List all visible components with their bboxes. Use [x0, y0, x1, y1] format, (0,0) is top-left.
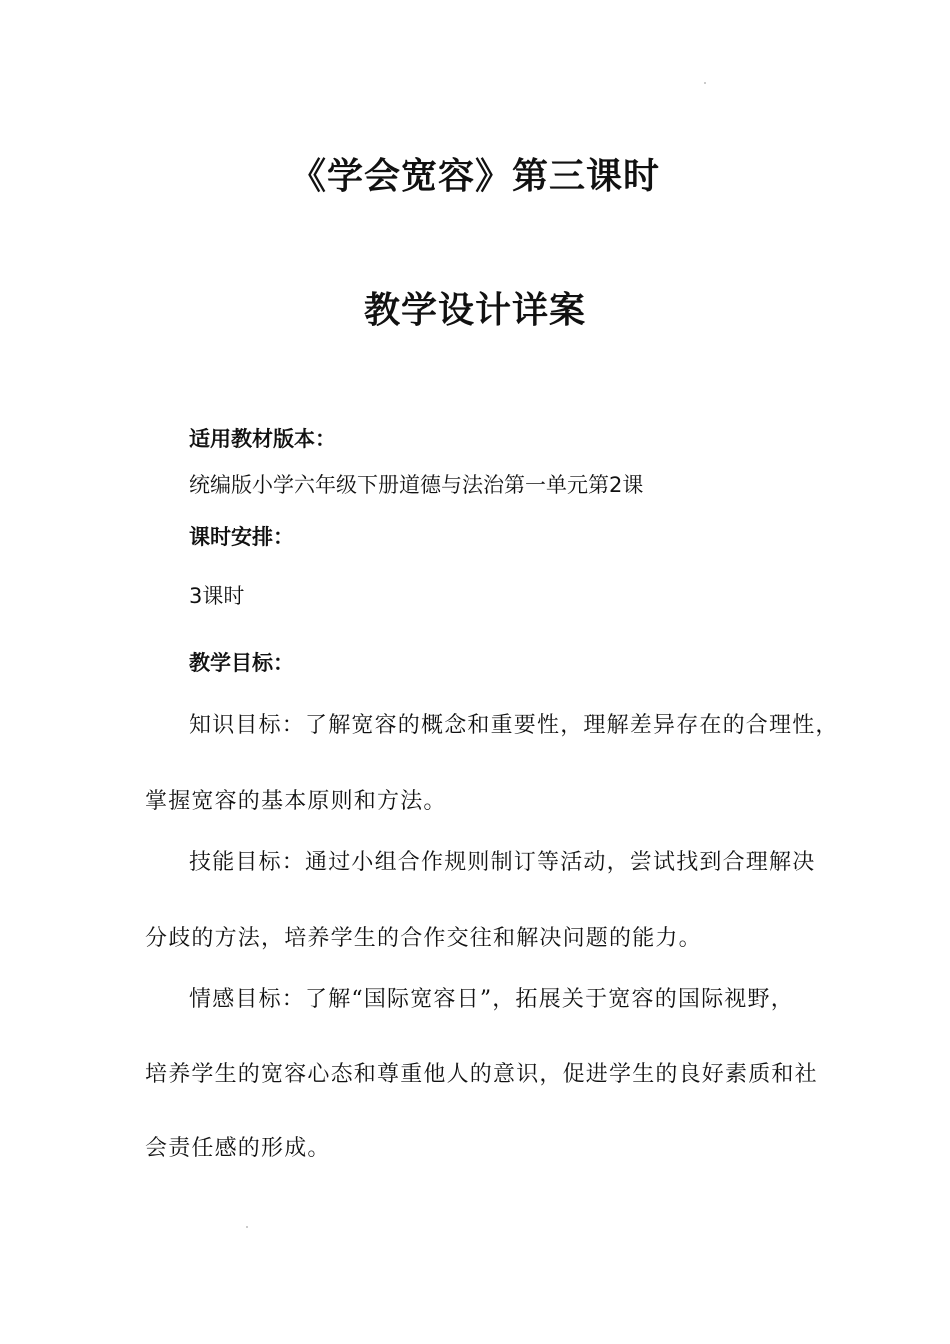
emotion-objective-line-2: 培养学生的宽容心态和尊重他人的意识，促进学生的良好素质和社	[145, 1062, 818, 1087]
scan-dot-top	[704, 82, 706, 84]
schedule-value: 3课时	[189, 584, 245, 608]
document-title: 《学会宽容》第三课时	[289, 156, 660, 197]
document-subtitle: 教学设计详案	[363, 290, 586, 331]
emotion-objective-line-1: 情感目标：了解“国际宽容日”，拓展关于宽容的国际视野，	[189, 987, 794, 1012]
emotion-objective-line-3: 会责任感的形成。	[145, 1136, 331, 1161]
objectives-label: 教学目标：	[189, 651, 294, 675]
textbook-label: 适用教材版本：	[189, 427, 336, 451]
skill-objective-line-2: 分歧的方法，培养学生的合作交往和解决问题的能力。	[145, 926, 702, 951]
skill-objective-line-1: 技能目标：通过小组合作规则制订等活动，尝试找到合理解决	[189, 850, 816, 875]
knowledge-objective-line-1: 知识目标：了解宽容的概念和重要性，理解差异存在的合理性，	[189, 713, 839, 738]
schedule-label: 课时安排：	[189, 525, 294, 549]
knowledge-objective-line-2: 掌握宽容的基本原则和方法。	[145, 789, 447, 814]
textbook-value: 统编版小学六年级下册道德与法治第一单元第2课	[189, 473, 644, 497]
scan-dot-bottom	[246, 1226, 248, 1228]
